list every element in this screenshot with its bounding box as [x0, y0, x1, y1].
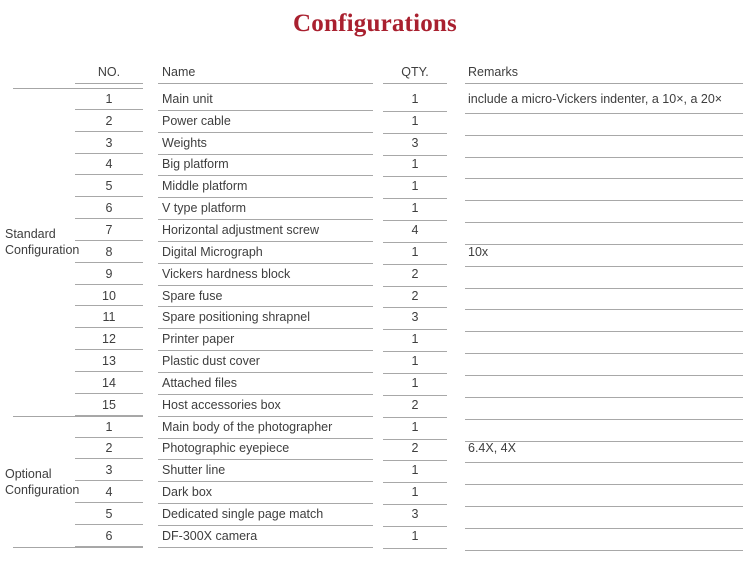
- row-qty-cell: 3: [383, 306, 447, 328]
- row-qty-cell: 3: [383, 503, 447, 525]
- row-qty-cell: 1: [383, 459, 447, 481]
- row-no-cell: 8: [75, 241, 143, 263]
- row-name-cell: Middle platform: [158, 175, 373, 197]
- column-header-no-label: NO.: [97, 65, 121, 79]
- row-no-cell: 1: [75, 88, 143, 110]
- row-remarks-cell: [465, 197, 743, 219]
- row-no-cell: 12: [75, 328, 143, 350]
- row-remarks-cell: include a micro-Vickers indenter, a 10×, a 20×: [465, 88, 743, 110]
- row-remarks-cell: [465, 132, 743, 154]
- row-name-cell: Main unit: [158, 88, 373, 110]
- row-name-cell: Host accessories box: [158, 394, 373, 416]
- row-qty-cell: 2: [383, 438, 447, 460]
- row-remarks-cell: [465, 525, 743, 547]
- row-name-cell: Main body of the photographer: [158, 416, 373, 438]
- row-remarks-cell: [465, 372, 743, 394]
- table-row: [0, 372, 750, 394]
- row-qty-cell: 1: [383, 416, 447, 438]
- row-remarks-cell: [465, 285, 743, 307]
- row-qty-cell: 2: [383, 394, 447, 416]
- row-remarks-cell: [465, 481, 743, 503]
- row-name-cell: Dedicated single page match: [158, 503, 373, 525]
- row-name-cell: V type platform: [158, 197, 373, 219]
- section-label-standard: Standard Configuration: [5, 227, 80, 257]
- row-qty-cell: 1: [383, 372, 447, 394]
- row-no-cell: 6: [75, 197, 143, 219]
- row-name-cell: Power cable: [158, 110, 373, 132]
- table-rows: [0, 88, 750, 547]
- row-remarks-cell: [465, 416, 743, 438]
- row-qty-cell: 1: [383, 350, 447, 372]
- row-no-cell: 3: [75, 132, 143, 154]
- row-no-cell: 3: [75, 459, 143, 481]
- row-remarks-cell: 6.4X, 4X: [465, 438, 743, 460]
- row-name-cell: Big platform: [158, 154, 373, 176]
- section-label-optional: Optional Configuration: [5, 467, 80, 497]
- row-no-cell: 13: [75, 350, 143, 372]
- row-no-cell: 7: [75, 219, 143, 241]
- table-row: [0, 525, 750, 547]
- column-header-remarks: [465, 62, 743, 84]
- row-remarks-cell: [465, 263, 743, 285]
- table-row: [0, 306, 750, 328]
- row-remarks-cell: [465, 350, 743, 372]
- table-row: [0, 328, 750, 350]
- section-divider-line: [13, 547, 143, 548]
- table-row: [0, 416, 750, 438]
- column-header-qty: [383, 62, 447, 84]
- table-row: [0, 132, 750, 154]
- row-remarks-cell: [465, 219, 743, 241]
- table-row: [0, 263, 750, 285]
- table-row: [0, 88, 750, 110]
- table-row: [0, 438, 750, 460]
- row-no-cell: 1: [75, 416, 143, 438]
- table-row: [0, 350, 750, 372]
- column-header-no: [75, 62, 143, 84]
- row-remarks-cell: [465, 306, 743, 328]
- table-row: [0, 394, 750, 416]
- row-no-cell: 11: [75, 306, 143, 328]
- table-row: [0, 285, 750, 307]
- row-name-cell: Horizontal adjustment screw: [158, 219, 373, 241]
- row-qty-cell: 3: [383, 132, 447, 154]
- row-no-cell: 6: [75, 525, 143, 547]
- row-no-cell: 9: [75, 263, 143, 285]
- column-header-qty-label: QTY.: [401, 65, 429, 79]
- column-header-remarks-label: Remarks: [468, 65, 519, 79]
- table-row: [0, 219, 750, 241]
- table-row: [0, 197, 750, 219]
- table-row: [0, 459, 750, 481]
- column-header-name: [158, 62, 373, 84]
- row-qty-cell: 4: [383, 219, 447, 241]
- row-remarks-cell: [465, 394, 743, 416]
- row-qty-cell: 1: [383, 154, 447, 176]
- row-name-cell: Printer paper: [158, 328, 373, 350]
- row-name-cell: Spare fuse: [158, 285, 373, 307]
- row-remarks-cell: [465, 175, 743, 197]
- row-no-cell: 5: [75, 503, 143, 525]
- row-name-cell: Attached files: [158, 372, 373, 394]
- row-name-cell: Shutter line: [158, 459, 373, 481]
- row-qty-cell: 1: [383, 328, 447, 350]
- row-name-cell: Dark box: [158, 481, 373, 503]
- page-title: Configurations: [293, 10, 457, 37]
- row-remarks-cell: [465, 154, 743, 176]
- row-no-cell: 10: [75, 285, 143, 307]
- row-name-cell: Vickers hardness block: [158, 263, 373, 285]
- column-header-name-label: Name: [162, 65, 196, 79]
- row-name-cell: Weights: [158, 132, 373, 154]
- row-qty-cell: 1: [383, 110, 447, 132]
- table-row: [0, 481, 750, 503]
- row-no-cell: 4: [75, 154, 143, 176]
- row-name-cell: Digital Micrograph: [158, 241, 373, 263]
- row-no-cell: 5: [75, 175, 143, 197]
- row-name-cell: Spare positioning shrapnel: [158, 306, 373, 328]
- row-no-cell: 4: [75, 481, 143, 503]
- row-remarks-cell: [465, 328, 743, 350]
- row-qty-cell: 1: [383, 197, 447, 219]
- row-qty-cell: 1: [383, 241, 447, 263]
- row-remarks-cell: [465, 110, 743, 132]
- row-qty-cell: 1: [383, 525, 447, 547]
- row-name-cell: Plastic dust cover: [158, 350, 373, 372]
- row-name-cell: Photographic eyepiece: [158, 438, 373, 460]
- table-row: [0, 110, 750, 132]
- row-qty-cell: 2: [383, 285, 447, 307]
- row-qty-cell: 1: [383, 175, 447, 197]
- row-remarks-cell: [465, 503, 743, 525]
- row-no-cell: 2: [75, 438, 143, 460]
- row-qty-cell: 1: [383, 481, 447, 503]
- row-no-cell: 2: [75, 110, 143, 132]
- table-row: [0, 154, 750, 176]
- row-remarks-cell: [465, 459, 743, 481]
- row-no-cell: 14: [75, 372, 143, 394]
- row-no-cell: 15: [75, 394, 143, 416]
- row-qty-cell: 1: [383, 88, 447, 110]
- row-remarks-cell: 10x: [465, 241, 743, 263]
- table-row: [0, 503, 750, 525]
- row-name-cell: DF-300X camera: [158, 525, 373, 547]
- table-row: [0, 241, 750, 263]
- table-row: [0, 175, 750, 197]
- row-qty-cell: 2: [383, 263, 447, 285]
